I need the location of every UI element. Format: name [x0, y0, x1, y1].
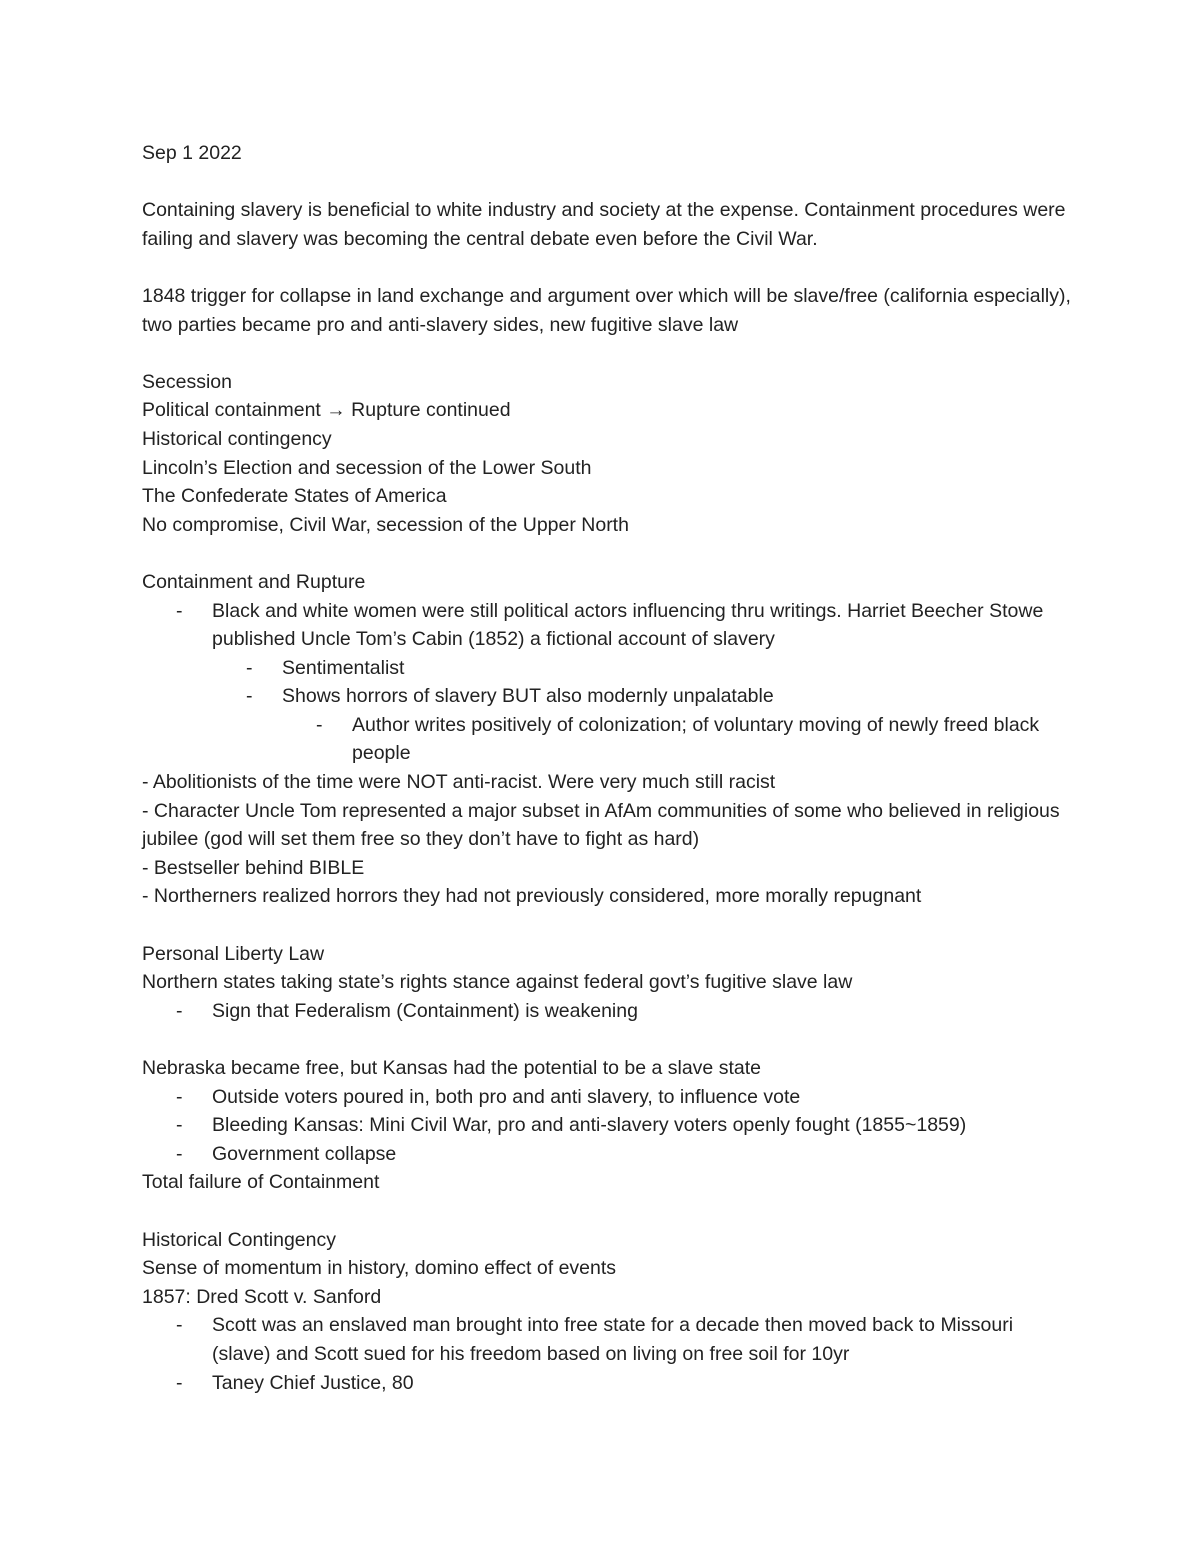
list-item: [142, 597, 1072, 654]
list-item-text: Sentimentalist: [282, 656, 405, 679]
trigger-paragraph: 1848 trigger for collapse in land exchange and argument over which will be slave/free (california especially), two parties became pro and anti-slavery sides, new fugitive slave law: [142, 284, 1071, 336]
secession-line: The Confederate States of America: [142, 485, 447, 508]
spacer: [142, 1025, 1072, 1054]
secession-line: No compromise, Civil War, secession of the Upper North: [142, 513, 629, 536]
list-item-text: Scott was an enslaved man brought into free state for a decade then moved back to Missouri (slave) and Scott sued for his freedom based on living on free soil for 10yr: [212, 1314, 1014, 1365]
list-item: [142, 1140, 1072, 1169]
spacer: [142, 253, 1072, 282]
liberty-line: Northern states taking state’s rights stance against federal govt’s fugitive slave law: [142, 971, 853, 994]
bullet-dash: -: [176, 1371, 183, 1394]
list-item-text: Government collapse: [212, 1142, 397, 1165]
list-item-text: Outside voters poured in, both pro and anti slavery, to influence vote: [212, 1085, 801, 1108]
bullet-dash: -: [176, 1142, 183, 1165]
list-item-text: Shows horrors of slavery BUT also modernly unpalatable: [282, 685, 774, 708]
secession-line: Historical contingency: [142, 427, 332, 450]
spacer: [142, 339, 1072, 368]
kansas-line: Nebraska became free, but Kansas had the potential to be a slave state: [142, 1057, 761, 1079]
spacer: [142, 168, 1072, 197]
spacer: [142, 1197, 1072, 1226]
list-item-text: Author writes positively of colonization; of voluntary moving of newly freed black people: [352, 713, 1040, 765]
kansas-conclusion: Total failure of Containment: [142, 1171, 380, 1194]
section-heading-contingency: Historical Contingency: [142, 1228, 337, 1251]
section-heading-liberty: Personal Liberty Law: [142, 942, 325, 965]
contingency-line: Sense of momentum in history, domino effect of events: [142, 1257, 617, 1280]
section-heading-secession: Secession: [142, 370, 232, 393]
secession-line: Political containment → Rupture continued: [142, 399, 511, 422]
list-item-text: Taney Chief Justice, 80: [212, 1371, 414, 1394]
bullet-dash: -: [176, 1085, 183, 1108]
list-item: [142, 1369, 1072, 1398]
list-item-text: Bleeding Kansas: Mini Civil War, pro and anti-slavery voters openly fought (1855~1859): [212, 1114, 967, 1137]
document-page: [142, 139, 1072, 1397]
bullet-dash: -: [176, 999, 183, 1022]
list-item: [142, 654, 1072, 683]
list-item-text: Black and white women were still political actors influencing thru writings. Harriet Beecher Stowe published Uncle Tom’s Cabin (1852) a fictional account of slavery: [212, 599, 1044, 651]
bullet-dash: -: [176, 1114, 183, 1137]
bullet-dash: -: [176, 1314, 183, 1337]
list-item: [142, 1311, 1072, 1368]
list-item: [142, 682, 1072, 711]
contingency-line: 1857: Dred Scott v. Sanford: [142, 1285, 382, 1308]
secession-line: Lincoln’s Election and secession of the Lower South: [142, 456, 592, 479]
dash-line: - Abolitionists of the time were NOT anti-racist. Were very much still racist: [142, 771, 776, 794]
list-item: [142, 1111, 1072, 1140]
dash-line: - Northerners realized horrors they had not previously considered, more morally repugnant: [142, 885, 922, 908]
list-item: [142, 1083, 1072, 1112]
spacer: [142, 539, 1072, 568]
intro-paragraph: Containing slavery is beneficial to white industry and society at the expense. Containment procedures were failing and slavery was becoming the central debate even before the Civil War.: [142, 199, 1066, 250]
bullet-dash: -: [246, 685, 253, 708]
bullet-dash: -: [246, 656, 253, 679]
spacer: [142, 911, 1072, 940]
section-heading-containment: Containment and Rupture: [142, 570, 366, 593]
list-item: [142, 997, 1072, 1026]
dash-line: - Bestseller behind BIBLE: [142, 856, 365, 879]
bullet-dash: -: [316, 713, 323, 736]
dash-line: - Character Uncle Tom represented a major subset in AfAm communities of some who believed in religious jubilee (god will set them free so they don’t have to fight as hard): [142, 799, 1060, 851]
list-item: [142, 711, 1072, 768]
bullet-dash: -: [176, 599, 183, 622]
note-date: Sep 1 2022: [142, 142, 242, 164]
list-item-text: Sign that Federalism (Containment) is weakening: [212, 999, 638, 1022]
